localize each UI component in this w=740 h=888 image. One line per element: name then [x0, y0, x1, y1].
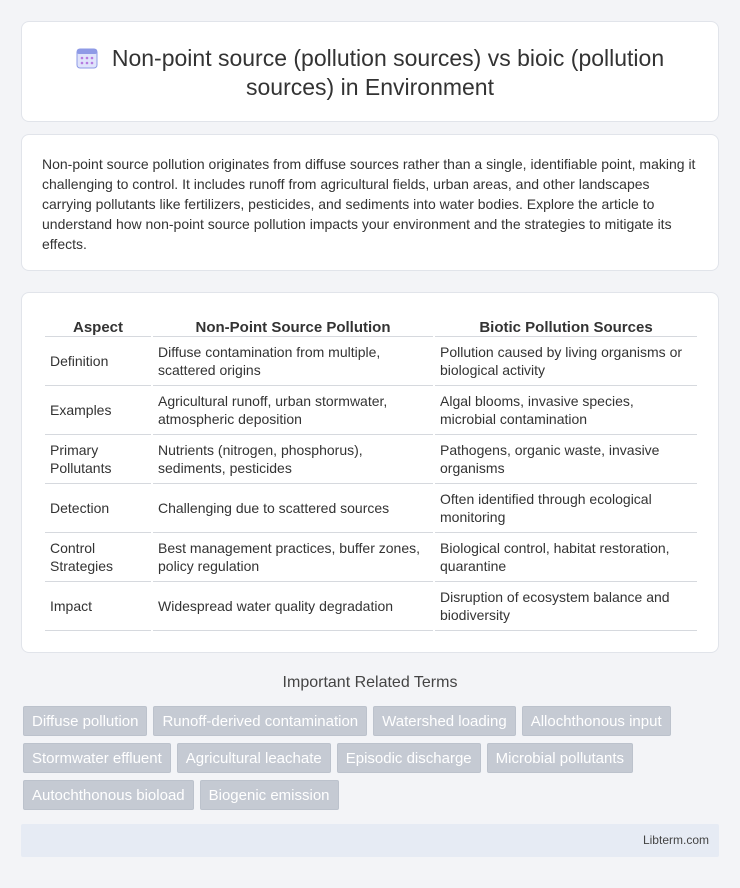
tag-episodic-discharge[interactable]: Episodic discharge	[337, 743, 481, 773]
row-aspect: Impact	[45, 582, 151, 631]
footer	[21, 824, 719, 857]
row-non-point: Best management practices, buffer zones, policy regulation	[153, 533, 433, 582]
page-title: Non-point source (pollution sources) vs bioic (pollution sources) in Environment	[111, 45, 665, 100]
tag-stormwater-effluent[interactable]: Stormwater effluent	[23, 743, 171, 773]
tag-agricultural-leachate[interactable]: Agricultural leachate	[177, 743, 331, 773]
table-row	[45, 337, 697, 386]
tag-biogenic-emission[interactable]: Biogenic emission	[200, 780, 339, 810]
tag-watershed-loading[interactable]: Watershed loading	[373, 706, 516, 736]
page-title-wrap	[22, 44, 718, 102]
table-row	[45, 484, 697, 533]
header-biotic: Biotic Pollution Sources	[435, 315, 697, 337]
comparison-card	[21, 292, 719, 653]
row-biotic: Often identified through ecological monitoring	[435, 484, 697, 533]
tag-microbial-pollutants[interactable]: Microbial pollutants	[487, 743, 633, 773]
table-row	[45, 582, 697, 631]
table-row	[45, 435, 697, 484]
tag-row	[23, 743, 723, 773]
row-aspect: Examples	[45, 386, 151, 435]
table-row	[45, 386, 697, 435]
calendar-grid-icon	[76, 47, 98, 69]
footer-site-link[interactable]: Libterm.com	[642, 833, 709, 847]
row-aspect: Definition	[45, 337, 151, 386]
tag-diffuse-pollution[interactable]: Diffuse pollution	[23, 706, 147, 736]
row-aspect: Control Strategies	[45, 533, 151, 582]
title-card	[21, 21, 719, 122]
row-biotic: Algal blooms, invasive species, microbial contamination	[435, 386, 697, 435]
tag-row	[23, 780, 723, 810]
row-non-point: Diffuse contamination from multiple, scattered origins	[153, 337, 433, 386]
table-row	[45, 533, 697, 582]
tag-runoff-derived-contamination[interactable]: Runoff-derived contamination	[153, 706, 367, 736]
row-non-point: Agricultural runoff, urban stormwater, atmospheric deposition	[153, 386, 433, 435]
tag-autochthonous-bioload[interactable]: Autochthonous bioload	[23, 780, 194, 810]
row-biotic: Pollution caused by living organisms or biological activity	[435, 337, 697, 386]
related-terms-list	[23, 706, 723, 817]
row-non-point: Widespread water quality degradation	[153, 582, 433, 631]
row-biotic: Pathogens, organic waste, invasive organisms	[435, 435, 697, 484]
tag-row	[23, 706, 723, 736]
row-non-point: Nutrients (nitrogen, phosphorus), sediments, pesticides	[153, 435, 433, 484]
row-aspect: Detection	[45, 484, 151, 533]
tag-allochthonous-input[interactable]: Allochthonous input	[522, 706, 671, 736]
comparison-table	[43, 315, 699, 631]
header-aspect: Aspect	[45, 315, 151, 337]
row-non-point: Challenging due to scattered sources	[153, 484, 433, 533]
related-terms-heading: Important Related Terms	[282, 674, 458, 691]
header-non-point: Non-Point Source Pollution	[153, 315, 433, 337]
intro-paragraph: Non-point source pollution originates from diffuse sources rather than a single, identifiable point, making it challenging to control. It includes runoff from agricultural fields, urban areas, and other landscapes carrying pollutants like fertilizers, pesticides, and sediments into water bodies. Explore the article to understand how non-point source pollution impacts your environment and the strategies to mitigate its effects.	[42, 156, 696, 252]
row-biotic: Disruption of ecosystem balance and biodiversity	[435, 582, 697, 631]
intro-card	[21, 134, 719, 271]
row-aspect: Primary Pollutants	[45, 435, 151, 484]
table-header-row	[45, 315, 697, 337]
row-biotic: Biological control, habitat restoration, quarantine	[435, 533, 697, 582]
